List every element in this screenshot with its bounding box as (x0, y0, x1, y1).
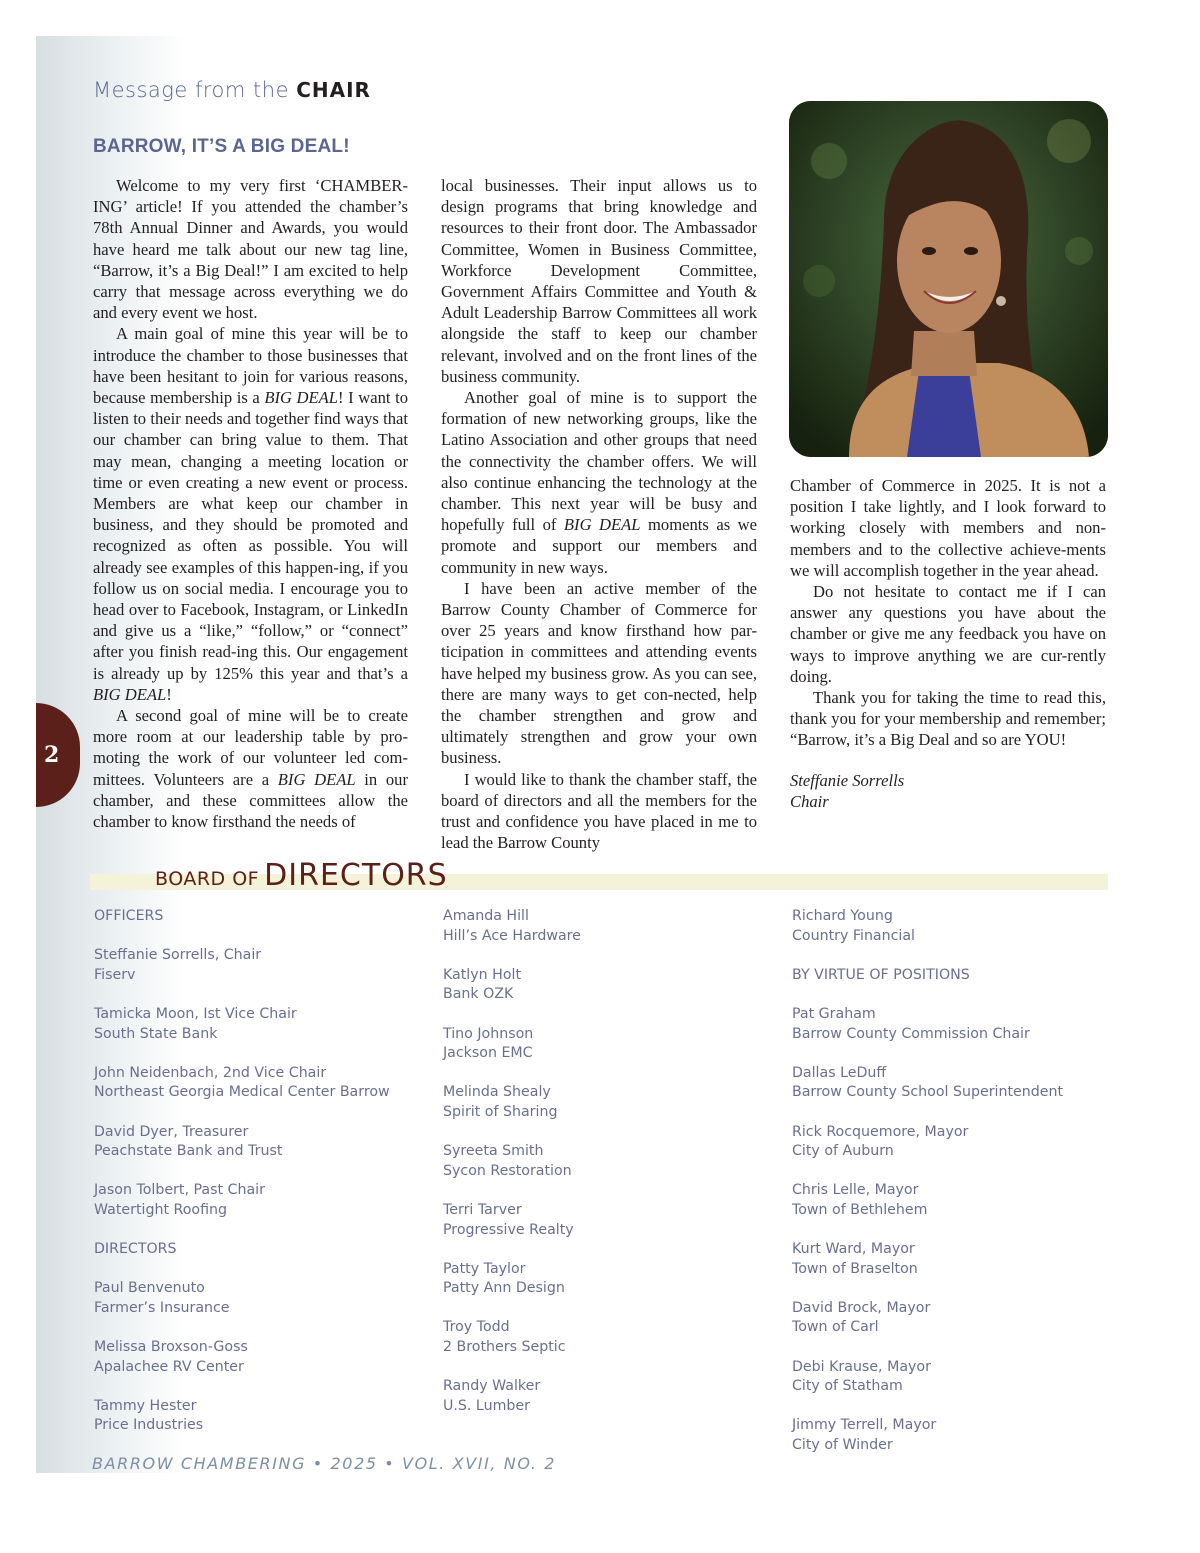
director-name: Chris Lelle, Mayor (792, 1182, 919, 1199)
director-entry (443, 1260, 773, 1299)
article-column-2 (441, 175, 757, 854)
directors-column-2 (443, 907, 773, 1436)
section-heading-emphasis: CHAIR (296, 78, 371, 102)
director-name: Tino Johnson (443, 1025, 534, 1042)
director-name: David Brock, Mayor (792, 1299, 931, 1316)
director-entry (792, 907, 1122, 946)
director-name: Tammy Hester (94, 1397, 197, 1414)
article-paragraph: A main goal of mine this year will be to introduce the chamber to those businesses that have been hesitant to join for various reasons, because membership is a BIG DEAL! I want to listen to their needs and together find ways that our chamber can bring value to them. That may mean, changing a meeting location or time or even creating a new event or process. Members are what keep our chamber in business, and they should be promoted and recognized as often as possible. You will already see examples of this happen-ing, if you follow us on social media. I encourage you to head over to Facebook, Instagram, or LinkedIn and give us a “like,” “follow,” or “connect” after you finish read-ing this. Our engagement is already up by 125% this year and that’s a BIG DEAL! (93, 324, 408, 704)
director-name: Kurt Ward, Mayor (792, 1241, 915, 1258)
director-organization: U.S. Lumber (443, 1397, 530, 1414)
director-name: Melinda Shealy (443, 1084, 551, 1101)
director-name: Jason Tolbert, Past Chair (94, 1182, 265, 1199)
director-name: Pat Graham (792, 1005, 876, 1022)
director-organization: Northeast Georgia Medical Center Barrow (94, 1084, 390, 1101)
director-name: Patty Taylor (443, 1260, 526, 1277)
board-title-big: DIRECTORS (264, 858, 448, 893)
director-name: Richard Young (792, 908, 893, 924)
director-organization: City of Statham (792, 1378, 903, 1395)
section-heading (93, 78, 371, 102)
directors-group-heading (94, 1240, 424, 1260)
article-paragraph: I would like to thank the chamber staff, the board of directors and all the members for the trust and confidence you have placed in me to lead the Barrow County (441, 769, 757, 853)
board-title-small: BOARD OF (155, 868, 260, 890)
group-label: OFFICERS (94, 908, 164, 924)
chair-portrait-photo (789, 101, 1108, 457)
director-entry (792, 1240, 1122, 1279)
director-organization: Barrow County School Superintendent (792, 1084, 1064, 1101)
article-paragraph: local businesses. Their input allows us to design programs that bring knowledge and resources to their front door. The Ambassador Committee, Women in Business Committee, Workforce Development Committee, Government Affairs Committee and Youth & Adult Leadership Barrow Committees all work alongside the staff to keep our chamber relevant, involved and on the front lines of the business community. (441, 176, 757, 386)
director-entry (792, 1299, 1122, 1338)
director-organization: City of Winder (792, 1437, 893, 1454)
director-entry (94, 946, 424, 985)
director-organization: South State Bank (94, 1025, 218, 1042)
director-entry (443, 1083, 773, 1122)
director-entry (443, 966, 773, 1005)
article-paragraph: I have been an active member of the Barrow County Chamber of Commerce for over 25 years and know firsthand how par-ticipation in committees and attending events have helped my business grow. As you can see, there are many ways to get con-nected, help the chamber strengthen and grow and ultimately strengthen and grow your own business. (441, 578, 757, 768)
director-entry (443, 1201, 773, 1240)
director-organization: Spirit of Sharing (443, 1103, 558, 1120)
director-entry (792, 1064, 1122, 1103)
director-entry (792, 1358, 1122, 1397)
article-paragraph: Chamber of Commerce in 2025. It is not a position I take lightly, and I look forward to working closely with members and non-members and to the collective achieve-ments we will accomplish together in the year ahead. (790, 476, 1106, 580)
article-paragraph: Welcome to my very first ‘CHAMBER-ING’ article! If you attended the chamber’s 78th Annual Dinner and Awards, you would have heard me talk about our new tag line, “Barrow, it’s a Big Deal!” I am excited to help carry that message across everything we do and every event we host. (93, 176, 408, 323)
directors-group-heading (792, 966, 1122, 986)
article-paragraph: Thank you for taking the time to read this, thank you for your membership and remember; “Barrow, it’s a Big Deal and so are YOU! (790, 688, 1106, 750)
director-entry (792, 1181, 1122, 1220)
group-label: DIRECTORS (94, 1241, 177, 1258)
director-name: Dallas LeDuff (792, 1064, 887, 1081)
director-name: Terri Tarver (443, 1201, 522, 1218)
director-organization: City of Auburn (792, 1143, 894, 1160)
director-entry (792, 1123, 1122, 1162)
director-organization: Bank OZK (443, 986, 514, 1003)
article-paragraph: Another goal of mine is to support the formation of new networking groups, like the Latino Association and other groups that need the connectivity the chamber offers. We will also continue enhancing the technology at the chamber. This next year will be busy and hopefully full of BIG DEAL moments as we promote and support our members and community in new ways. (441, 388, 757, 577)
director-name: Troy Todd (443, 1319, 510, 1336)
director-entry (792, 1416, 1122, 1455)
director-name: John Neidenbach, 2nd Vice Chair (94, 1064, 327, 1081)
group-label: BY VIRTUE OF POSITIONS (792, 966, 970, 983)
director-name: Steffanie Sorrells, Chair (94, 947, 262, 964)
director-organization: Town of Bethlehem (792, 1201, 928, 1218)
article-headline: BARROW, IT’S A BIG DEAL! (93, 136, 350, 157)
director-organization: Country Financial (792, 927, 915, 944)
director-name: Tamicka Moon, Ist Vice Chair (94, 1005, 297, 1022)
board-of-directors-title (155, 858, 448, 893)
director-name: Amanda Hill (443, 908, 529, 924)
director-entry (94, 1279, 424, 1318)
director-name: Katlyn Holt (443, 966, 522, 983)
director-name: Melissa Broxson-Goss (94, 1339, 248, 1356)
section-heading-prefix: Message from the (93, 78, 289, 102)
directors-group-heading (94, 907, 424, 927)
director-organization: Peachstate Bank and Trust (94, 1143, 283, 1160)
director-entry (94, 1064, 424, 1103)
director-organization: Watertight Roofing (94, 1201, 228, 1218)
director-organization: Fiserv (94, 966, 136, 983)
director-entry (443, 907, 773, 946)
director-name: David Dyer, Treasurer (94, 1123, 249, 1140)
director-organization: 2 Brothers Septic (443, 1339, 566, 1356)
signature: Steffanie Sorrells Chair (790, 770, 905, 811)
director-organization: Progressive Realty (443, 1221, 574, 1238)
director-entry (443, 1318, 773, 1357)
director-organization: Sycon Restoration (443, 1162, 572, 1179)
director-entry (94, 1005, 424, 1044)
directors-column-1 (94, 907, 424, 1456)
footer-issue-line: BARROW CHAMBERING • 2025 • VOL. XVII, NO. 2 (92, 1454, 557, 1473)
director-organization: Patty Ann Design (443, 1280, 565, 1297)
director-name: Syreeta Smith (443, 1143, 544, 1160)
director-name: Randy Walker (443, 1378, 541, 1395)
article-paragraph: Do not hesitate to contact me if I can answer any questions you have about the chamber or give me any feedback you have on ways to improve anything we are cur-rently doing. (790, 582, 1106, 686)
director-entry (443, 1142, 773, 1181)
director-entry (792, 1005, 1122, 1044)
director-name: Rick Rocquemore, Mayor (792, 1123, 969, 1140)
director-organization: Barrow County Commission Chair (792, 1025, 1030, 1042)
director-organization: Farmer’s Insurance (94, 1299, 230, 1316)
director-entry (443, 1025, 773, 1064)
page-number: 2 (44, 742, 60, 768)
director-name: Paul Benvenuto (94, 1280, 205, 1297)
director-entry (94, 1397, 424, 1436)
directors-column-3 (792, 907, 1122, 1475)
director-organization: Town of Carl (792, 1319, 879, 1336)
article-column-3 (790, 475, 1106, 812)
director-entry (94, 1338, 424, 1377)
article-column-1 (93, 175, 408, 832)
director-entry (443, 1377, 773, 1416)
director-entry (94, 1181, 424, 1220)
article-paragraph: A second goal of mine will be to create more room at our leadership table by pro-moting the work of our volunteer led com-mittees. Volunteers are a BIG DEAL in our chamber, and these committees allow the chamber to know firsthand the needs of (93, 706, 408, 832)
director-entry (94, 1123, 424, 1162)
director-organization: Jackson EMC (443, 1045, 533, 1062)
director-organization: Apalachee RV Center (94, 1358, 244, 1375)
director-name: Jimmy Terrell, Mayor (792, 1417, 937, 1434)
director-organization: Price Industries (94, 1417, 204, 1434)
director-organization: Town of Braselton (792, 1260, 918, 1277)
director-organization: Hill’s Ace Hardware (443, 927, 581, 944)
director-name: Debi Krause, Mayor (792, 1358, 931, 1375)
